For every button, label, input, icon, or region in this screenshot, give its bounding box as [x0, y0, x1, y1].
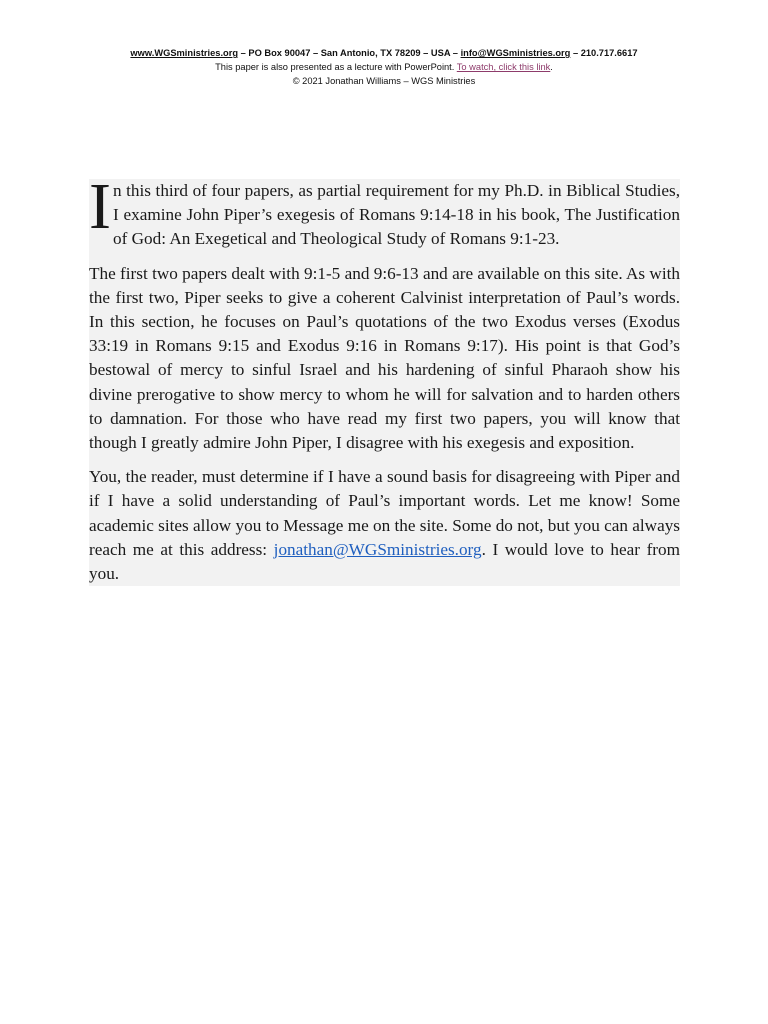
watch-link[interactable]: To watch, click this link — [456, 62, 551, 72]
lecture-line — [0, 60, 768, 74]
contact-line — [0, 46, 768, 60]
address-text: – PO Box 90047 – San Antonio, TX 78209 – USA – — [238, 48, 461, 58]
intro-paragraph-3-end: . I would love to hear from you. — [89, 539, 680, 584]
intro-box — [89, 170, 680, 586]
contact-email-link[interactable]: info@WGSministries.org — [460, 48, 571, 58]
author-email-link[interactable]: jonathan@WGSministries.org — [273, 539, 482, 559]
intro-paragraph-3-text: You, the reader, must determine if I have a sound basis for disagreeing with Piper and if I have a solid understanding of Paul’s important words. Let me know! Some academic sites allow you to Message me on the site. Some do not, but you can always reach me at this address: — [89, 467, 680, 559]
watch-period: . — [550, 62, 553, 72]
intro-paragraph-3 — [89, 465, 680, 586]
phone-text: – 210.717.6617 — [570, 48, 638, 58]
lecture-text: This paper is also presented as a lecture with PowerPoint. — [215, 62, 457, 72]
intro-paragraph-1 — [89, 170, 680, 252]
drop-cap: I — [89, 170, 111, 243]
intro-paragraph-1-text: n this third of four papers, as partial requirement for my Ph.D. in Biblical Studies, I examine John Piper’s exegesis of Romans 9:14-18 in his book, The Justification of God: An Exegetical and Theological Study of Romans 9:1-23. — [112, 181, 680, 249]
intro-paragraph-2: The first two papers dealt with 9:1-5 and 9:6-13 and are available on this site. As with the first two, Piper seeks to give a coherent Calvinist interpretation of Paul’s words. In this section, he focuses on Paul’s quotations of the two Exodus verses (Exodus 33:19 in Romans 9:15 and Exodus 9:16 in Romans 9:17). His point is that God’s bestowal of mercy to sinful Israel and his hardening of sinful Pharaoh show his divine prerogative to show mercy to whom he will for salvation and to harden others to damnation. For those who have read my first two papers, you will know that though I greatly admire John Piper, I disagree with his exegesis and exposition. — [89, 263, 680, 453]
page-header — [0, 46, 768, 88]
website-link[interactable]: www.WGSministries.org — [130, 48, 239, 58]
copyright-line: © 2021 Jonathan Williams – WGS Ministries — [292, 76, 476, 86]
